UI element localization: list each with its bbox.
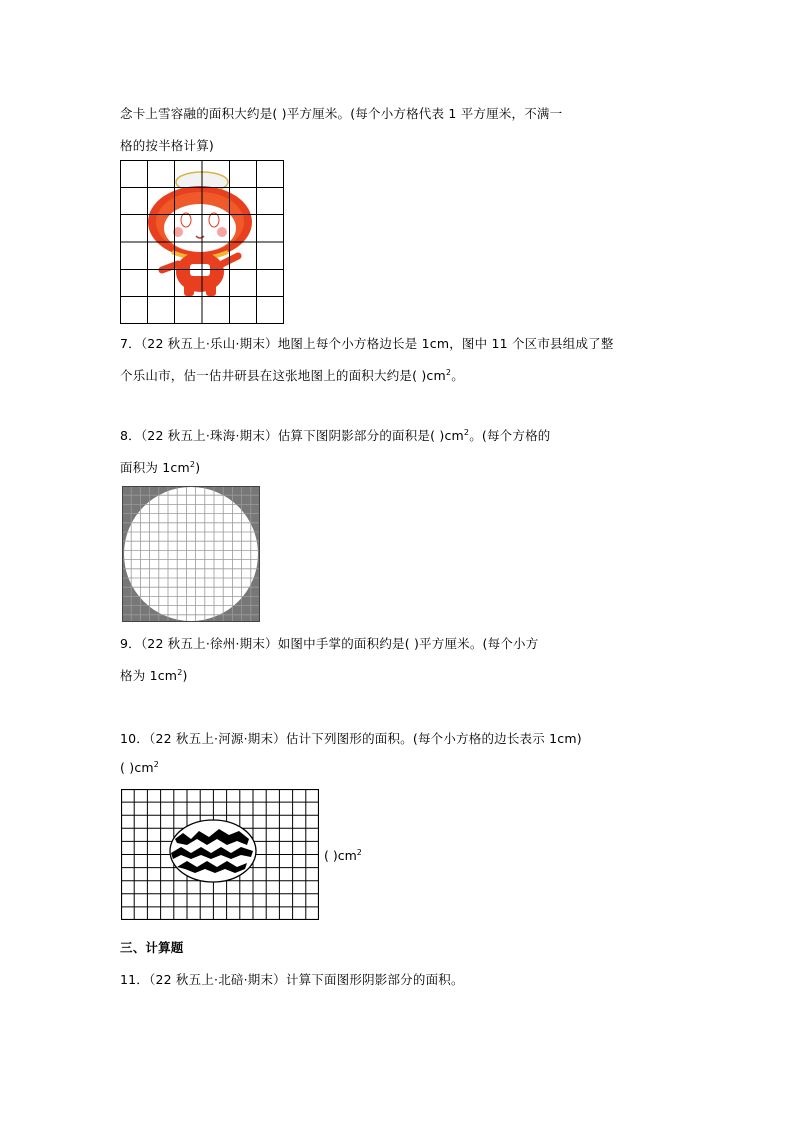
q6-text-line2: 格的按半格计算) [120,138,214,153]
section-3-title: 三、计算题 [120,940,184,955]
q8-text-line1: 8．（22 秋五上·珠海·期末）估算下图阴影部分的面积是( )$cm^2$。(每个方格的 [120,427,551,443]
watermelon-grid-figure [121,789,319,920]
mascot-grid [120,160,284,324]
q8-text-line2: 面积为 $1cm^2$) [120,459,201,475]
watermelon-illustration [170,820,256,882]
q10-answer-line-1: ( )$cm^2$ [120,760,160,776]
q10-text-line1: 10．（22 秋五上·河源·期末）估计下列图形的面积。(每个小方格的边长表示 1cm) [120,731,582,746]
q6-text-line1: 念卡上雪容融的面积大约是( )平方厘米。(每个小方格代表 1 平方厘米，不满一 [120,106,563,121]
q11-text-line1: 11．（22 秋五上·北碚·期末）计算下面图形阴影部分的面积。 [120,972,464,987]
q9-text-line2: 格为 $1cm^2$) [120,667,188,683]
mascot-grid-figure [120,160,284,324]
q7-text-line2: 个乐山市，估一估井研县在这张地图上的面积大约是( )$cm^2$。 [120,367,464,383]
white-circle [124,487,258,621]
q10-answer-line-2: ( )$cm^2$ [324,848,362,864]
q9-text-line1: 9．（22 秋五上·徐州·期末）如图中手掌的面积约是( )平方厘米。(每个小方 [120,636,539,651]
mascot-illustration [148,172,252,296]
shaded-circle-grid-figure [122,486,260,622]
q7-text-line1: 7．（22 秋五上·乐山·期末）地图上每个小方格边长是 1cm，图中 11 个区市县组成了整 [120,336,614,351]
